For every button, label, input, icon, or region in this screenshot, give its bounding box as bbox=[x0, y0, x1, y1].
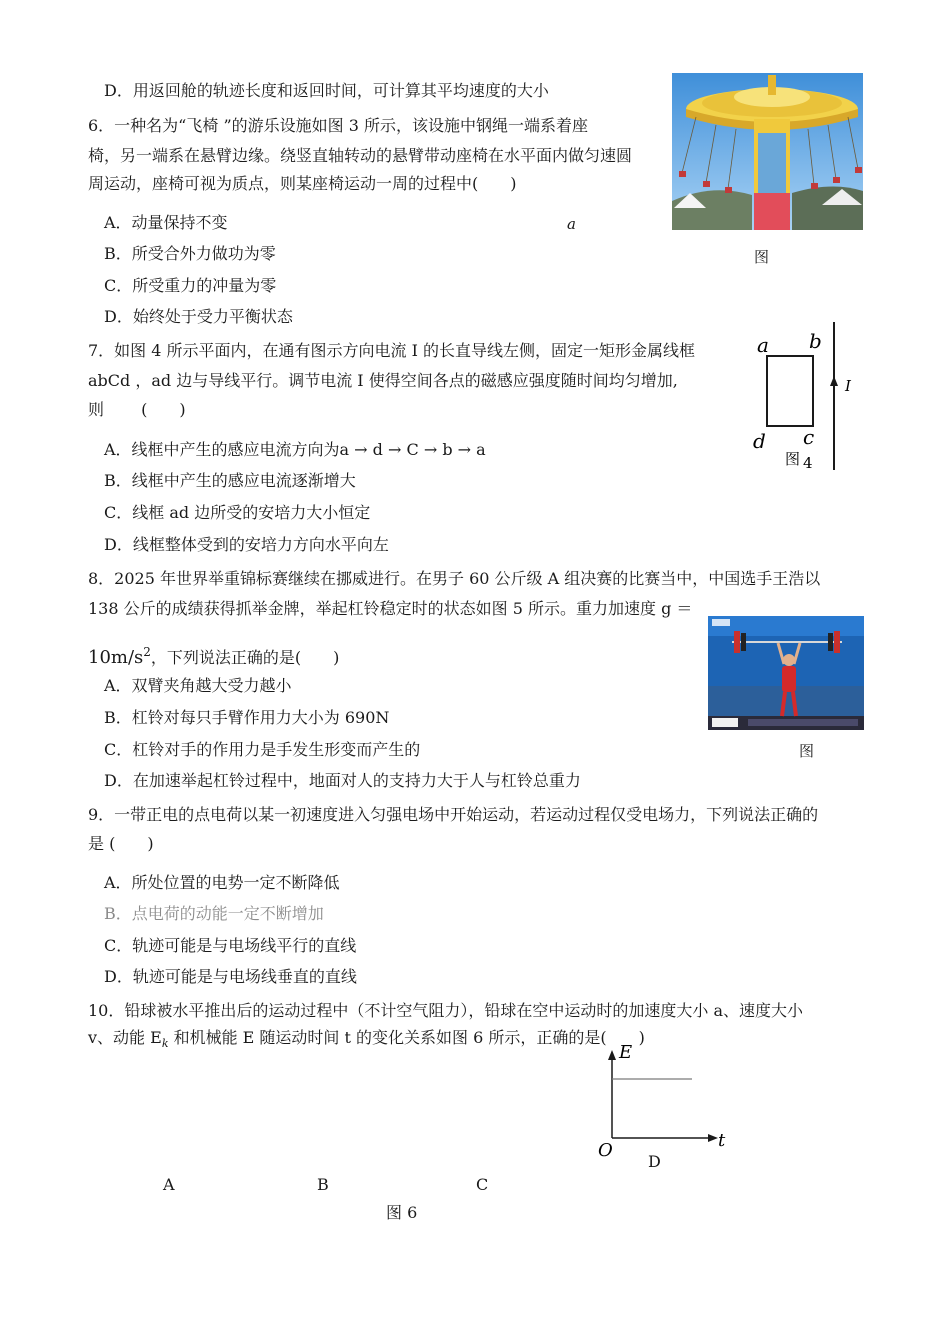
graph-label-c: C bbox=[476, 1175, 489, 1194]
y-axis-arrow-icon bbox=[608, 1050, 616, 1060]
graph-label-b: B bbox=[317, 1175, 329, 1194]
q7-option-c: C．线框 ad 边所受的安培力大小恒定 bbox=[104, 503, 371, 522]
q8-option-c: C．杠铃对手的作用力是手发生形变而产生的 bbox=[104, 740, 421, 759]
q6-option-c: C．所受重力的冲量为零 bbox=[104, 276, 277, 295]
q8-stem-line2: 138 公斤的成绩获得抓举金牌，举起杠铃稳定时的状态如图 5 所示。重力加速度 g ＝ bbox=[88, 599, 693, 618]
figure-5-weightlifting-photo bbox=[708, 616, 864, 730]
q9-option-d: D．轨迹可能是与电场线垂直的直线 bbox=[104, 967, 357, 986]
exponent: 2 bbox=[143, 645, 151, 659]
q9-option-c: C．轨迹可能是与电场线平行的直线 bbox=[104, 936, 357, 955]
q8-stem-line3 bbox=[88, 640, 339, 670]
q10-stem-line1: 10．铅球被水平推出后的运动过程中（不计空气阻力），铅球在空中运动时的加速度大小 a、速度大小 bbox=[88, 1001, 803, 1020]
q7-option-a: A．线框中产生的感应电流方向为a → d → C → b → a bbox=[104, 440, 486, 459]
label-d: d bbox=[753, 429, 766, 453]
q6-stem-line3: 周运动，座椅可视为质点，则某座椅运动一周的过程中( ) bbox=[88, 174, 517, 193]
axis-label-t: t bbox=[718, 1130, 726, 1151]
q6-option-a: A．动量保持不变 bbox=[104, 213, 228, 232]
q6-option-b: B．所受合外力做功为零 bbox=[104, 244, 276, 263]
figure-4-circuit bbox=[745, 318, 865, 478]
q6-stray-letter: a bbox=[567, 215, 576, 233]
q8-question-tail: ，下列说法正确的是( ) bbox=[150, 648, 340, 667]
current-arrow-icon bbox=[830, 376, 838, 386]
wire-frame-rectangle bbox=[767, 356, 813, 426]
q8-option-a: A．双臂夹角越大受力越小 bbox=[104, 676, 292, 695]
q10-stem-line2-tail: 和机械能 E 随运动时间 t 的变化关系如图 6 所示，正确的是( ) bbox=[168, 1028, 645, 1047]
q10-stem-line2 bbox=[88, 1028, 645, 1054]
q8-option-b: B．杠铃对每只手臂作用力大小为 690N bbox=[104, 708, 390, 727]
q9-stem-line2: 是 ( ) bbox=[88, 834, 154, 853]
q6-stem-line1: 6．一种名为“飞椅 ”的游乐设施如图 3 所示，该设施中钢绳一端系着座 bbox=[88, 116, 588, 135]
figure-3-caption: 图 bbox=[754, 248, 770, 266]
q7-option-d: D．线框整体受到的安培力方向水平向左 bbox=[104, 535, 389, 554]
weightlifter-image bbox=[708, 616, 864, 730]
q10-stem-line2-head: v、动能 E bbox=[88, 1028, 162, 1047]
q6-option-d: D．始终处于受力平衡状态 bbox=[104, 307, 293, 326]
q9-stem-line1: 9．一带正电的点电荷以某一初速度进入匀强电场中开始运动，若运动过程仅受电场力，下列说法正确的 bbox=[88, 805, 819, 824]
figure-4-number: 4 bbox=[803, 454, 813, 472]
q9-option-b: B．点电荷的动能一定不断增加 bbox=[104, 904, 324, 923]
q6-stem-line2: 椅，另一端系在悬臂边缘。绕竖直轴转动的悬臂带动座椅在水平面内做匀速圆 bbox=[88, 146, 633, 165]
graph-label-d: D bbox=[648, 1152, 661, 1171]
label-c: c bbox=[803, 425, 815, 449]
q7-stem-line1: 7．如图 4 所示平面内，在通有图示方向电流 I 的长直导线左侧，固定一矩形金属线框 bbox=[88, 341, 696, 360]
axis-label-E: E bbox=[619, 1042, 633, 1063]
q7-stem-line2: abCd ，ad 边与导线平行。调节电流 I 使得空间各点的磁感应强度随时间均匀增加, bbox=[88, 371, 678, 390]
label-b: b bbox=[809, 329, 822, 353]
swing-ride-image bbox=[672, 73, 863, 230]
q9-option-a: A．所处位置的电势一定不断降低 bbox=[104, 873, 340, 892]
figure-5-caption: 图 bbox=[799, 742, 815, 760]
label-a: a bbox=[757, 333, 769, 357]
x-axis-arrow-icon bbox=[708, 1134, 718, 1142]
q8-option-d: D．在加速举起杠铃过程中，地面对人的支持力大于人与杠铃总重力 bbox=[104, 771, 581, 790]
graph-label-a: A bbox=[163, 1175, 175, 1194]
graph-d-energy-time bbox=[592, 1038, 742, 1158]
q7-option-b: B．线框中产生的感应电流逐渐增大 bbox=[104, 471, 356, 490]
origin-label-O: O bbox=[598, 1140, 613, 1158]
figure-4-caption: 图 bbox=[785, 450, 801, 468]
subscript-k: k bbox=[161, 1037, 169, 1051]
label-current-I: I bbox=[845, 377, 851, 395]
g-value: 10m/s bbox=[88, 647, 144, 668]
figure-3-swing-ride-photo bbox=[672, 73, 863, 230]
figure-6-caption: 图 6 bbox=[386, 1203, 418, 1222]
q7-stem-line3: 则 ( ) bbox=[88, 400, 186, 419]
q8-stem-line1: 8．2025 年世界举重锦标赛继续在挪威进行。在男子 60 公斤级 A 组决赛的比赛当中，中国选手王浩以 bbox=[88, 569, 821, 588]
q5-option-d: D．用返回舱的轨迹长度和返回时间，可计算其平均速度的大小 bbox=[104, 81, 549, 100]
